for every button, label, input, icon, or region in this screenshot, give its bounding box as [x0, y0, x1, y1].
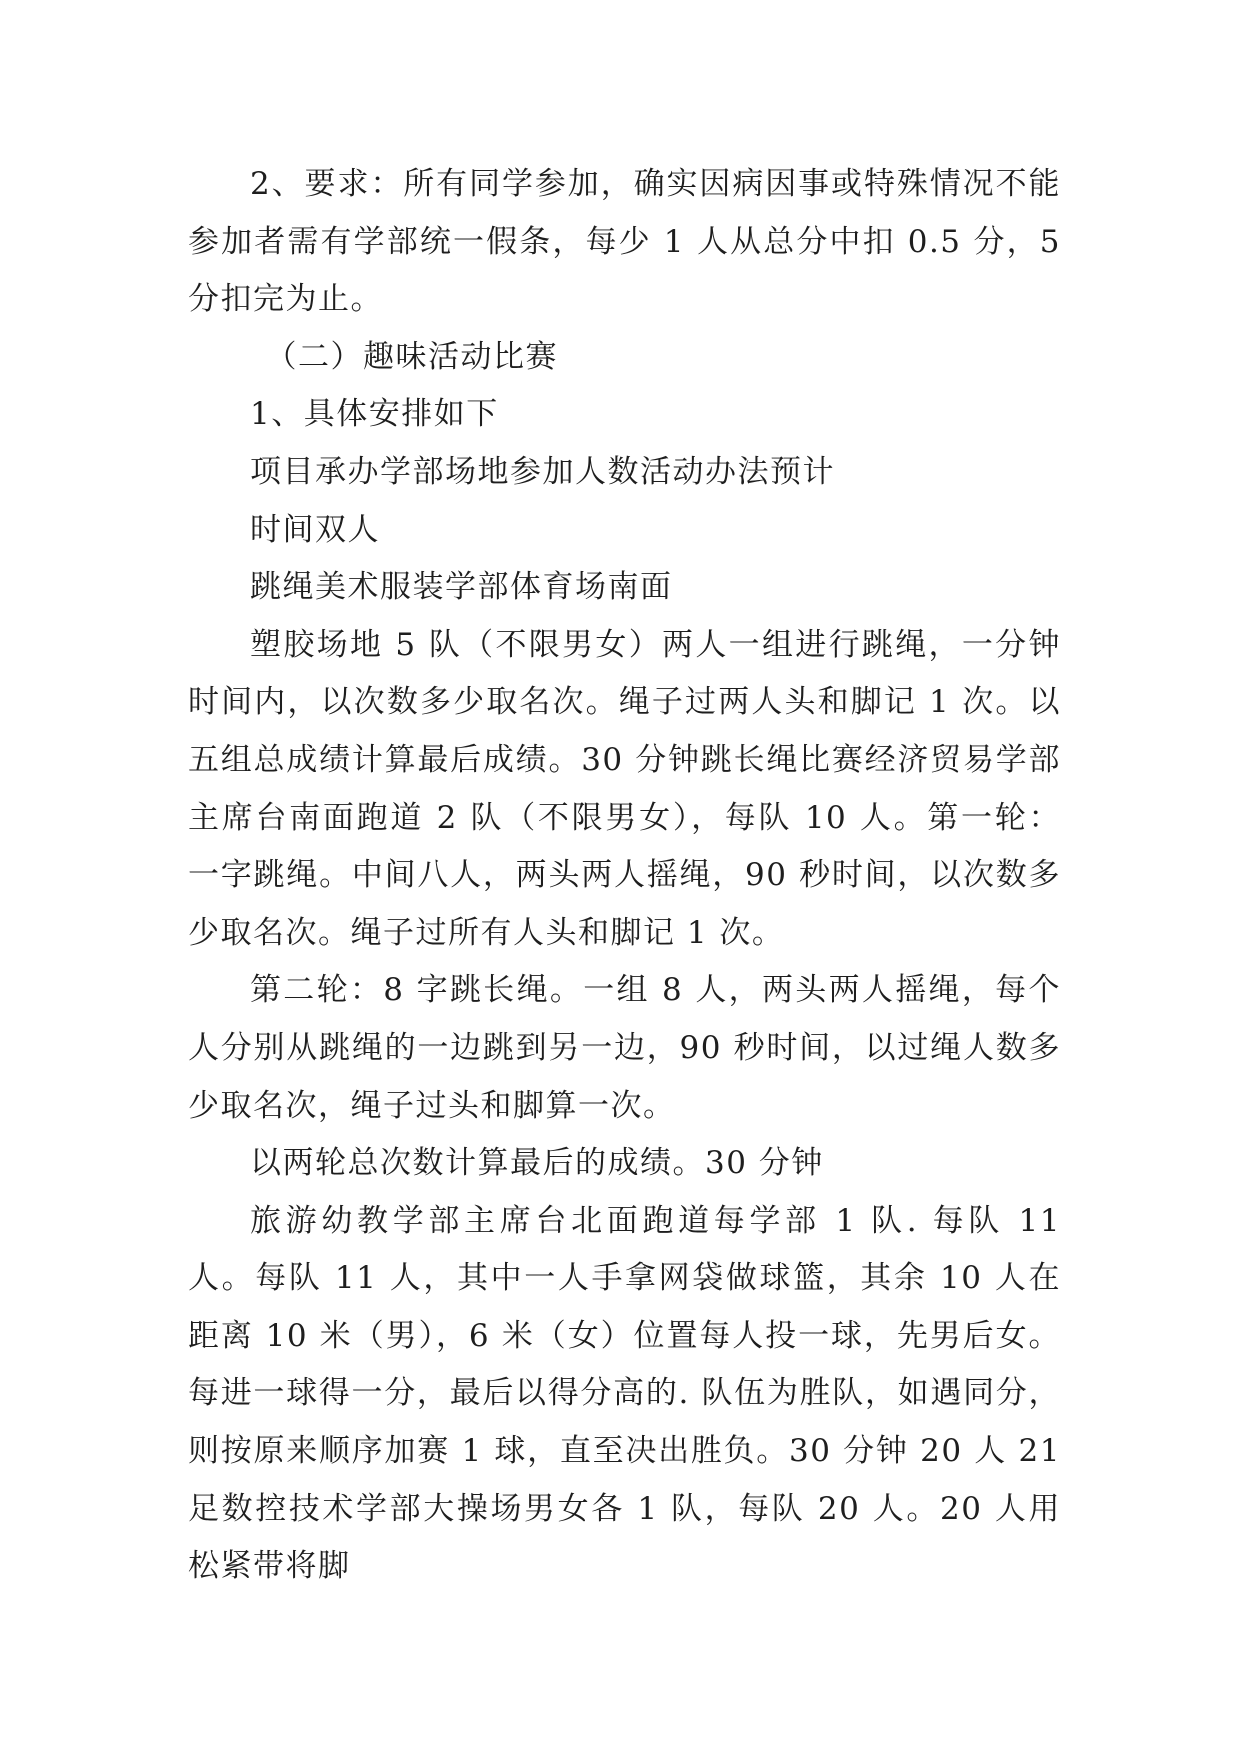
section-heading-fun-activities: （二）趣味活动比赛: [265, 338, 558, 375]
paragraph-round-two: 第二轮：8 字跳长绳。一组 8 人，两头两人摇绳，每个人分别从跳绳的一边跳到另一边，90 秒时间，以过绳人数多少取名次，绳子过头和脚算一次。: [188, 972, 1061, 1124]
paragraph-requirements: 2、要求：所有同学参加，确实因病因事或特殊情况不能参加者需有学部统一假条，每少 1 人从总分中扣 0.5 分，5 分扣完为止。: [188, 166, 1061, 318]
paragraph-table-header-cont: 时间双人: [250, 511, 380, 548]
paragraph-rope-skipping: 跳绳美术服装学部体育场南面: [250, 569, 673, 606]
paragraph-table-header: 项目承办学部场地参加人数活动办法预计: [250, 453, 835, 490]
paragraph-rope-rules: 塑胶场地 5 队（不限男女）两人一组进行跳绳，一分钟时间内，以次数多少取名次。绳子过两人头和脚记 1 次。以五组总成绩计算最后成绩。30 分钟跳长绳比赛经济贸易学部主席台南面跑道 2 队（不限男女），每队 10 人。第一轮：一字跳绳。中间八人，两头两人摇绳，90 秒时间，以次数多少取名次。绳子过所有人头和脚记 1 次。: [188, 626, 1061, 951]
paragraph-tourism-event: 旅游幼教学部主席台北面跑道每学部 1 队. 每队 11 人。每队 11 人，其中一人手拿网袋做球篮，其余 10 人在距离 10 米（男），6 米（女）位置每人投一球，先男后女。每进一球得一分，最后以得分高的. 队伍为胜队，如遇同分，则按原来顺序加赛 1 球，直至决出胜负。30 分钟 20 人 21 足数控技术学部大操场男女各 1 队，每队 20 人。20 人用松紧带将脚: [188, 1202, 1061, 1585]
paragraph-schedule-intro: 1、具体安排如下: [250, 396, 499, 433]
paragraph-final-score: 以两轮总次数计算最后的成绩。30 分钟: [250, 1145, 824, 1182]
